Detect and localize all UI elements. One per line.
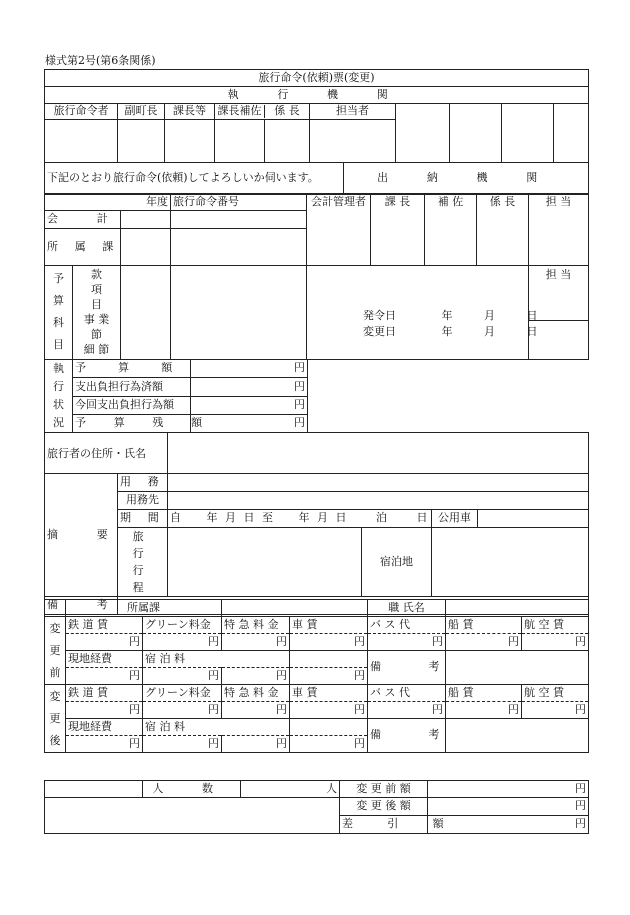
yomusaki-value[interactable]: [168, 492, 589, 510]
before-extra-yen[interactable]: 円: [290, 668, 368, 685]
budget-table: [44, 193, 589, 360]
period-to: 至: [262, 511, 273, 525]
b2-shokushimei-value[interactable]: [446, 600, 589, 617]
treasury-stamp-1[interactable]: [371, 211, 425, 266]
after-yen-5[interactable]: 円: [446, 702, 522, 719]
ninzu-value[interactable]: 人: [241, 781, 340, 798]
exec-row-0-yen[interactable]: 円: [191, 360, 308, 378]
exec-row-2-label: 今回支出負担行為額: [73, 396, 191, 414]
yomu-value[interactable]: [168, 474, 589, 492]
exec-row-1-label: 支出負担行為済額: [73, 378, 191, 396]
shukuhakuchi-label: 宿泊地: [362, 528, 432, 597]
after-amt-label: 変 更 後 額: [340, 798, 428, 816]
approver-label-3-4: [215, 104, 310, 120]
period-month-2: 月: [317, 511, 328, 525]
after-yen-2[interactable]: 円: [222, 702, 290, 719]
before-fare-2: 特 急 料 金: [222, 617, 290, 634]
shozoku-value-2[interactable]: [171, 229, 307, 266]
after-fare-0: 鉄 道 賃: [66, 685, 143, 702]
stamp-box-0[interactable]: [45, 120, 118, 163]
approver-stamp-4[interactable]: [554, 104, 589, 163]
after-text: 変更後: [49, 689, 61, 747]
period-days: 日: [416, 511, 428, 525]
shukuhakuchi-value[interactable]: [432, 528, 589, 597]
before-shukuhaku-label: 宿 泊 料: [143, 651, 290, 668]
approver-stamp-3[interactable]: [502, 104, 554, 163]
treasury-stamp-3[interactable]: [477, 211, 529, 266]
exec-status-table: [44, 359, 589, 433]
travel-order-table: [44, 69, 589, 195]
request-text: 下記のとおり旅行命令(依頼)してよろしいか伺います。: [45, 163, 344, 195]
before-fare-4: バ ス 代: [368, 617, 446, 634]
form-caption: 様式第2号(第6条関係): [45, 54, 156, 67]
kikan-label: 期 間: [118, 510, 168, 528]
traveler-table: [44, 432, 589, 615]
issue-day: 日: [526, 309, 538, 322]
after-fare-3: 車 賃: [290, 685, 368, 702]
before-yen-0[interactable]: 円: [66, 634, 143, 651]
period-day-1: 日: [243, 511, 255, 525]
change-month: 月: [484, 325, 495, 338]
before-fare-1: グリーン料金: [143, 617, 222, 634]
before-yen-3[interactable]: 円: [290, 634, 368, 651]
treasury-stamp-4[interactable]: [529, 211, 589, 266]
after-yen-3[interactable]: 円: [290, 702, 368, 719]
period-month-1: 月: [225, 511, 236, 525]
after-shukuhaku-yen-2[interactable]: 円: [222, 736, 290, 753]
stamp-box-3-4[interactable]: [215, 120, 310, 163]
yosan-kamoku-text: 予算科目: [53, 272, 64, 352]
before-shukuhaku-yen-1[interactable]: 円: [143, 668, 222, 685]
exec-row-3-yen[interactable]: 円: [191, 414, 308, 432]
before-shukuhaku-yen-2[interactable]: 円: [222, 668, 290, 685]
kouyousha-label: 公用車: [432, 510, 478, 528]
exec-org-header: 執 行 機 関: [45, 87, 589, 104]
exec-row-0-label: 予 算 額: [73, 360, 191, 378]
kamoku-items: [73, 266, 121, 360]
yosan-kamoku-label: [45, 266, 73, 360]
period-year-1: 年: [206, 511, 218, 525]
before-yen-6[interactable]: 円: [522, 634, 589, 651]
b2-shokushimei-label: 職 氏名: [368, 600, 446, 617]
after-fare-5: 船 賃: [446, 685, 522, 702]
after-fare-4: バ ス 代: [368, 685, 446, 702]
after-fare-1: グリーン料金: [143, 685, 222, 702]
change-date-row: [363, 326, 538, 339]
change-date-label: 変更日: [363, 325, 396, 338]
tanto2-cell: [526, 266, 589, 360]
kamoku-kan: 款: [91, 268, 102, 282]
approver-label-4: 係 長: [274, 104, 300, 118]
treasury-label-2: 補 佐: [425, 194, 477, 211]
approver-label-1: 副町長: [118, 104, 165, 120]
issue-year: 年: [441, 309, 453, 322]
biko-label: 備 考: [45, 597, 118, 615]
before-extra-label: [290, 651, 368, 668]
after-extra-label: [290, 719, 368, 736]
before-text: 変更前: [49, 621, 61, 679]
after-shukuhaku-label: 宿 泊 料: [143, 719, 290, 736]
before-fare-0: 鉄 道 賃: [66, 617, 143, 634]
after-yen-4[interactable]: 円: [368, 702, 446, 719]
approver-stamp-2[interactable]: [450, 104, 502, 163]
change-year: 年: [441, 325, 453, 338]
treasury-label-3: 係 長: [477, 194, 529, 211]
approver-label-3: 課長補佐: [215, 105, 265, 118]
after-genchi-yen[interactable]: 円: [66, 736, 143, 753]
treasury-org-header: 出 納 機 関: [344, 163, 589, 195]
before-genchi-label: 現地経費: [66, 651, 143, 668]
blank: [308, 396, 589, 414]
blank: [308, 378, 589, 396]
after-yen-1[interactable]: 円: [143, 702, 222, 719]
period-nights: 泊: [376, 511, 387, 525]
kouyousha-value[interactable]: [478, 510, 589, 528]
tekiyo-label: 摘 要: [45, 474, 118, 597]
treasury-label-4: 担 当: [529, 194, 589, 211]
exec-row-1-yen[interactable]: 円: [191, 378, 308, 396]
after-fare-2: 特 急 料 金: [222, 685, 290, 702]
yomu-label: 用 務: [118, 474, 168, 492]
order-no-label: 旅行命令番号: [171, 194, 307, 211]
kamoku-setsu: 節: [91, 328, 102, 342]
after-shukuhaku-yen-1[interactable]: 円: [143, 736, 222, 753]
diff-value[interactable]: 円: [428, 816, 589, 834]
before-yen-5[interactable]: 円: [446, 634, 522, 651]
stamp-box-1[interactable]: [118, 120, 165, 163]
after-label: [45, 685, 66, 753]
period-year-2: 年: [298, 511, 310, 525]
b2-corner: [45, 600, 66, 617]
tanto2-label: 担 当: [529, 266, 588, 321]
blank: [308, 414, 589, 432]
approver-stamp-1[interactable]: [396, 104, 450, 163]
summary-table: [44, 780, 589, 834]
treasury-label-1: 課 長: [371, 194, 425, 211]
before-yen-4[interactable]: 円: [368, 634, 446, 651]
exec-row-2-yen[interactable]: 円: [191, 396, 308, 414]
yomusaki-label: 用務先: [118, 492, 168, 510]
issue-month: 月: [484, 309, 495, 322]
issue-date-area: [307, 266, 538, 360]
before-fare-3: 車 賃: [290, 617, 368, 634]
kaikei-value[interactable]: [121, 211, 171, 229]
shikko-text: 執行状況: [53, 362, 64, 429]
before-biko-label: 備 考: [368, 651, 446, 685]
kamoku-kou: 項: [91, 283, 102, 297]
before-biko-value[interactable]: [446, 651, 589, 685]
stamp-box-2[interactable]: [165, 120, 215, 163]
b2-shozoku-label: 所属課: [66, 600, 222, 617]
before-amt-value[interactable]: 円: [428, 781, 589, 798]
treasury-stamp-0[interactable]: [307, 211, 371, 266]
after-biko-value[interactable]: [446, 719, 589, 753]
approver-label-2: 課長等: [165, 104, 215, 120]
period-from: 自: [170, 511, 181, 525]
before-fare-6: 航 空 賃: [522, 617, 589, 634]
shikko-label: [45, 360, 73, 433]
ninzu-label: 人 数: [143, 781, 241, 798]
before-yen-2[interactable]: 円: [222, 634, 290, 651]
kaikei-value-2[interactable]: [171, 211, 307, 229]
after-extra-yen[interactable]: 円: [290, 736, 368, 753]
shozoku-value[interactable]: [121, 229, 171, 266]
after-genchi-label: 現地経費: [66, 719, 143, 736]
kamoku-saisetsu: 細 節: [83, 343, 110, 357]
exec-row-3-label: 予 算 残 額: [73, 414, 191, 432]
before-genchi-yen[interactable]: 円: [66, 668, 143, 685]
b2-shozoku-value[interactable]: [222, 600, 368, 617]
traveler-value[interactable]: [168, 433, 589, 474]
blank: [308, 360, 589, 378]
traveler-label: 旅行者の住所・氏名: [45, 433, 168, 474]
ryotei-label: 旅 行 行 程: [118, 528, 168, 597]
kamoku-moku: 目: [91, 298, 102, 312]
ryotei-value[interactable]: [168, 528, 362, 597]
before-label: [45, 617, 66, 685]
form-title: 旅行命令(依頼)票(変更): [45, 70, 589, 87]
kamoku-value[interactable]: [121, 266, 171, 360]
change-table: [44, 599, 589, 753]
change-day: 日: [526, 325, 538, 338]
kaikei-label: 会 計: [45, 211, 121, 229]
before-amt-label: 変 更 前 額: [340, 781, 428, 798]
after-yen-6[interactable]: 円: [522, 702, 589, 719]
before-yen-1[interactable]: 円: [143, 634, 222, 651]
kamoku-jigyo: 事 業: [83, 313, 110, 327]
shozoku-label: 所 属 課: [45, 229, 121, 266]
summary-blank: [45, 781, 143, 798]
treasury-stamp-2[interactable]: [425, 211, 477, 266]
treasury-label-0: 会計管理者: [307, 194, 371, 211]
nendo-label: 年度: [45, 194, 171, 211]
after-biko-label: 備 考: [368, 719, 446, 753]
diff-label: 差 引 額: [340, 816, 428, 834]
summary-notes[interactable]: [45, 798, 340, 834]
approver-label-5: 担当者: [310, 104, 396, 120]
period-row[interactable]: [168, 510, 432, 528]
issue-date-label: 発令日: [363, 309, 396, 322]
after-amt-value[interactable]: 円: [428, 798, 589, 816]
stamp-box-5[interactable]: [310, 120, 396, 163]
after-yen-0[interactable]: 円: [66, 702, 143, 719]
before-fare-5: 船 賃: [446, 617, 522, 634]
after-fare-6: 航 空 賃: [522, 685, 589, 702]
kamoku-value-2[interactable]: [171, 266, 307, 360]
issue-date-row: [363, 310, 538, 323]
period-day-2: 日: [335, 511, 347, 525]
approver-label-0: 旅行命令者: [45, 104, 118, 120]
